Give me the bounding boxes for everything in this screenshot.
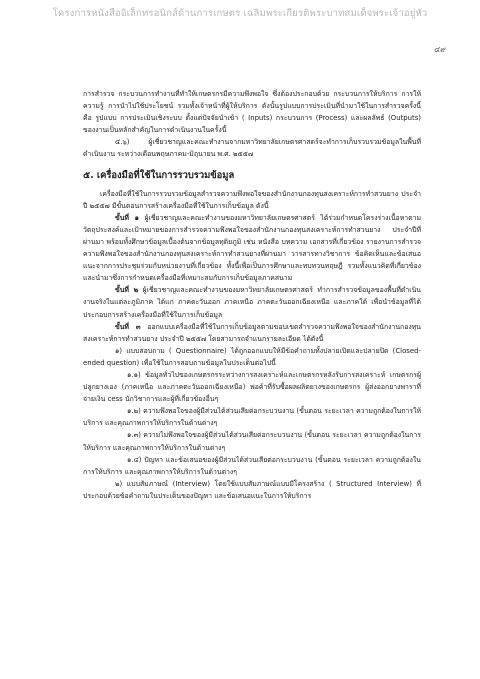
paragraph [83,212,421,285]
list-item: ๑.๑) ข้อมูลทั่วไปของเกษตรกรระหว่างการสงเคราะห์และเกษตรกรหลังรับการสงเคราะห์ เกษตรกรผู้ปลูกยางเอง (ภาคเหนือ และภาคตะวันออกเฉียงเหนือ) พ่อค้าที่รับซื้อผลผลิตยางของเกษตรกร ผู้ส่งออกยางพาราที่จ่ายเงิน cess นักวิชาการและผู้ที่เกี่ยวข้องอื่นๆ [83,370,421,404]
step-label: ขั้นที่ ๑ [115,213,140,222]
list-item: ๒) แบบสัมภาษณ์ (Interview) โดยใช้แบบสัมภาษณ์แบบมีโครงสร้าง ( Structured Interview) ที่ประกอบด้วยข้อคำถามในประเด็นของปัญหา และข้อเสนอแนะในการให้บริการ [83,479,421,500]
list-item: ๑) แบบสอบถาม ( Questionnaire) ได้ถูกออกแบบให้มีข้อคำถามทั้งปลายเปิดและปลายปิด (Closed-ended question) เพื่อใช้ในการสอบถามข้อมูลในประเด็นต่อไปนี้ [83,346,421,367]
paragraph [83,284,421,320]
paragraph: เครื่องมือที่ใช้ในการรวบรวมข้อมูลสำรวจความพึงพอใจของสำนักงานกองทุนสงเคราะห์การทำสวนยาง ประจำปี ๒๕๕๗ มีขั้นตอนการสร้างเครื่องมือที่ใช้ในการเก็บข้อมูล ดังนี้ [83,189,421,210]
page-number: ๔๙ [434,45,446,54]
paragraph: ๔.๖) ผู้เชี่ยวชาญและคณะทำงานจากมหาวิทยาลัยเกษตรศาสตร์จะทำการเก็บรวบรวมข้อมูลในพื้นที่ดำเนินงาน ระหว่างเดือนพฤษภาคม-มิถุนายน พ.ศ. ๒๕๕๗ [83,138,421,159]
list-item: ๑.๒) ความพึงพอใจของผู้มีส่วนได้ส่วนเสียต่อกระบวนงาน (ขั้นตอน ระยะเวลา ความถูกต้องในการให้บริการ และคุณภาพการให้บริการในด้านต่างๆ [83,407,421,428]
list-item: ๑.๓) ความไม่พึงพอใจของผู้มีส่วนได้ส่วนเสียต่อกระบวนงาน (ขั้นตอน ระยะเวลา ความถูกต้องในการให้บริการ และคุณภาพการให้บริการในด้านต่างๆ [83,431,421,452]
page-body [83,88,421,502]
step-text: ผู้เชี่ยวชาญและคณะทำงานของมหาวิทยาลัยเกษตรศาสตร์ ทำการสำรวจข้อมูลของพื้นที่ดำเนินงานจริงในแต่ละภูมิภาค ได้แก่ ภาคตะวันออก ภาคเหนือ ภาคตะวันออกเฉียงเหนือ และภาคใต้ เพื่อนำข้อมูลที่ได้ประกอบการสร้างเครื่องมือที่ใช้ในการเก็บข้อมูล [83,286,421,319]
step-label: ขั้นที่ ๒ [115,286,139,295]
paragraph [83,321,421,345]
list-item: ๑.๔) ปัญหา และข้อเสนอของผู้มีส่วนได้ส่วนเสียต่อกระบวนงาน (ขั้นตอน ระยะเวลา ความถูกต้องในการให้บริการ และคุณภาพการให้บริการในด้านต่างๆ [83,455,421,476]
step-text: ออกแบบเครื่องมือที่ใช้ในการเก็บข้อมูลตามขอบเขตสำรวจความพึงพอใจของสำนักงานกองทุนสงเคราะห์การทำสวนยาง ประจำปี ๒๕๕๗ โดยสามารถจำแนกรายละเอียด ได้ดังนี้ [83,322,421,343]
running-header: โครงการหนังสืออิเล็กทรอนิกส์ด้านการเกษตร เฉลิมพระเกียรติพระบาทสมเด็จพระเจ้าอยู่หัว [52,8,428,19]
paragraph: การสำรวจ กระบวนการทำงานที่ทำให้เกษตรกรมีความพึงพอใจ ซึ่งต้องประกอบด้วย กระบวนการให้บริการ การให้ความรู้ การนำไปใช้ประโยชน์ รวมทั้งเจ้าหน้าที่ผู้ให้บริการ ดังนั้นรูปแบบการประเมินที่นำมาใช้ในการสำรวจครั้งนี้ คือ รูปแบบ การประเมินเชิงระบบ ตั้งแต่ปัจจัยนำเข้า ( Inputs) กระบวนการ (Process) และผลลัพธ์ (Outputs) ของงานเป็นหลักสำคัญในการดำเนินงานในครั้งนี้ [83,90,421,135]
step-text: ผู้เชี่ยวชาญและคณะทำงานของมหาวิทยาลัยเกษตรศาสตร์ ได้ร่วมกำหนดโครงร่างเนื้อหาตามวัตถุประสงค์และเป้าหมายของการสำรวจความพึงพอใจของสำนักงานกองทุนสงเคราะห์การทำสวนยาง ประจำปีที่ผ่านมา พร้อมทั้งศึกษาข้อมูลเบื้องต้นจากข้อมูลทุติยภูมิ เช่น หนังสือ บทความ เอกสารที่เกี่ยวข้อง รายงานการสำรวจความพึงพอใจของสำนักงานกองทุนสงเคราะห์การทำสวนยางที่ผ่านมา วารสารทางวิชาการ ข้อคิดเห็นและข้อเสนอแนะจากการประชุมร่วมกับหน่วยงานที่เกี่ยวข้อง ทั้งนี้เพื่อเป็นการศึกษาและทบทวนทฤษฎี รวมทั้งแนวคิดที่เกี่ยวข้อง และนำมาซึ่งการกำหนดเครื่องมือที่เหมาะสมกับการเก็บข้อมูลภาคสนาม [83,213,421,283]
step-label: ขั้นที่ ๓ [115,322,141,331]
section-heading: ๕. เครื่องมือที่ใช้ในการรวบรวมข้อมูล [83,169,235,181]
